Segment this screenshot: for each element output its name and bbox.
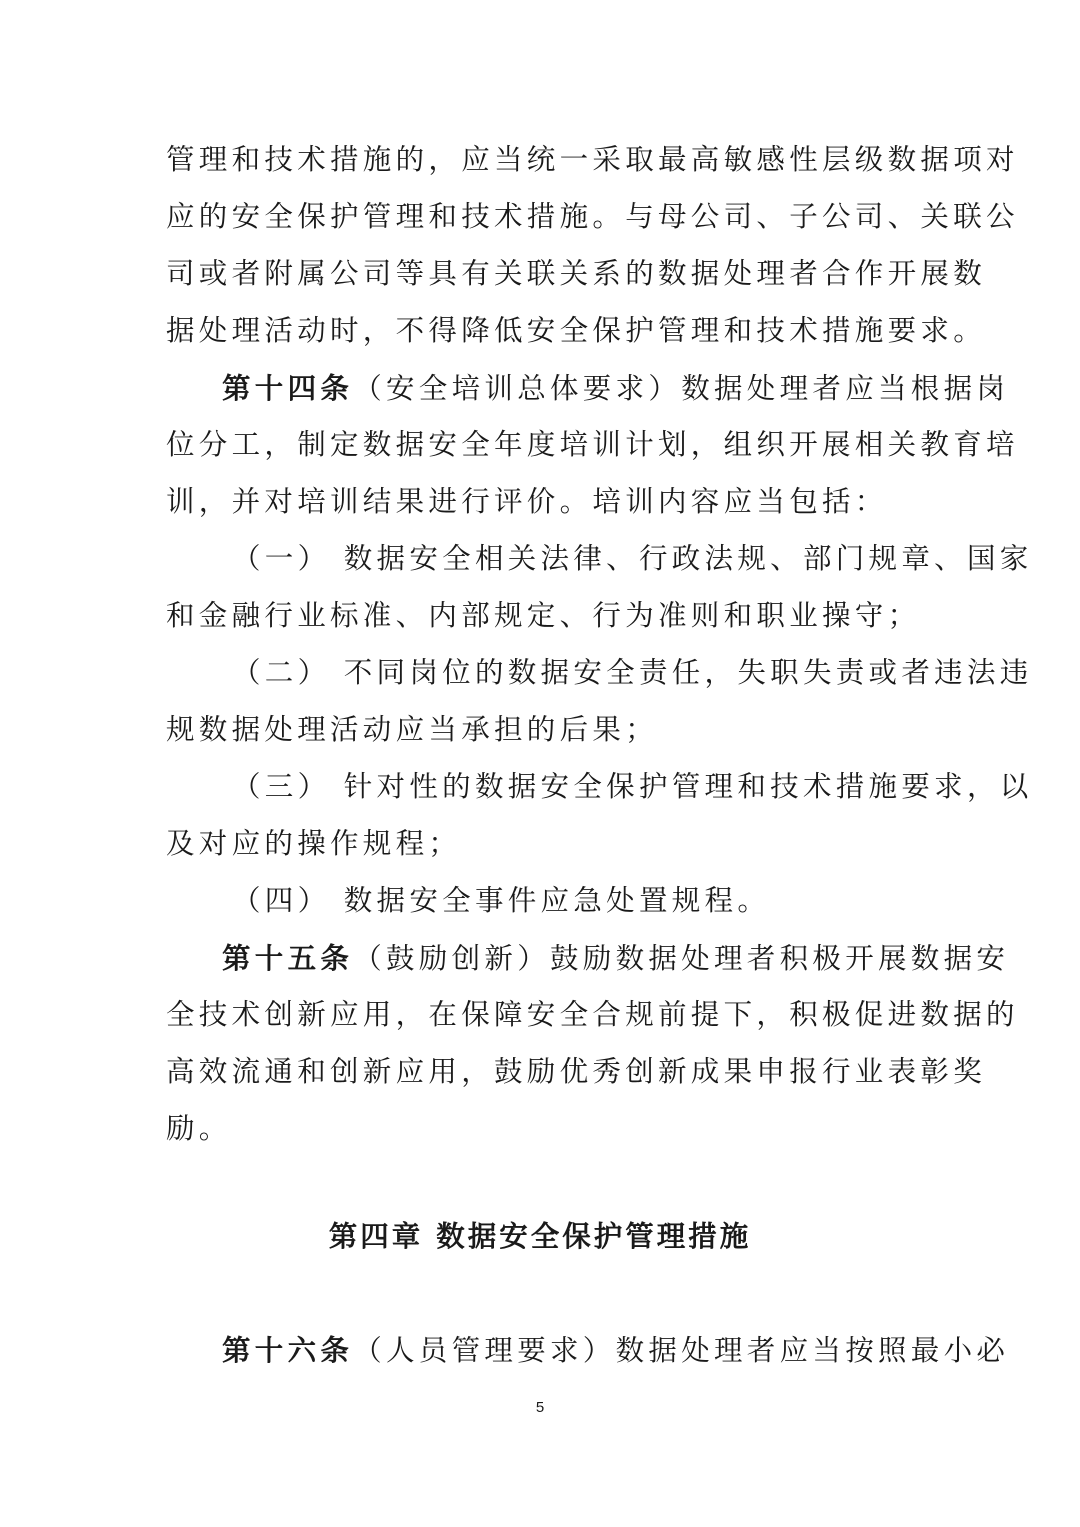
article-15-text: （鼓励创新）鼓励数据处理者积极开展数据安: [353, 942, 1010, 975]
article-14-line: 位分工，制定数据安全年度培训计划，组织开展相关教育培: [166, 428, 1019, 461]
article-15-line: [222, 938, 1010, 978]
list-item-3: （三） 针对性的数据安全保护管理和技术措施要求，以: [232, 770, 1033, 803]
paragraph-line: 管理和技术措施的，应当统一采取最高敏感性层级数据项对: [166, 143, 1019, 176]
article-16-title: 第十六条: [222, 1333, 354, 1367]
article-15-line: 励。: [166, 1112, 232, 1145]
article-15-line: 全技术创新应用，在保障安全合规前提下，积极促进数据的: [166, 998, 1019, 1031]
paragraph-line: 据处理活动时，不得降低安全保护管理和技术措施要求。: [166, 314, 987, 347]
paragraph-line: 司或者附属公司等具有关联关系的数据处理者合作开展数: [166, 257, 987, 290]
list-item-1-cont: 和金融行业标准、内部规定、行为准则和职业操守；: [166, 599, 921, 632]
chapter-heading: 第四章 数据安全保护管理措施: [328, 1219, 752, 1253]
article-14-line: 训，并对培训结果进行评价。培训内容应当包括：: [166, 485, 888, 518]
article-14-line: [222, 368, 1010, 408]
article-14-title: 第十四条: [222, 371, 354, 405]
list-item-2-cont: 规数据处理活动应当承担的后果；: [166, 713, 659, 746]
list-item-3-cont: 及对应的操作规程；: [166, 827, 462, 860]
article-14-text: （安全培训总体要求）数据处理者应当根据岗: [353, 372, 1010, 405]
list-item-2: （二） 不同岗位的数据安全责任，失职失责或者违法违: [232, 656, 1033, 689]
article-16-text: （人员管理要求）数据处理者应当按照最小必: [353, 1334, 1010, 1367]
article-15-line: 高效流通和创新应用，鼓励优秀创新成果申报行业表彰奖: [166, 1055, 987, 1088]
article-15-title: 第十五条: [222, 941, 354, 975]
article-16-line: [222, 1330, 1010, 1370]
list-item-4: （四） 数据安全事件应急处置规程。: [232, 884, 771, 917]
paragraph-line: 应的安全保护管理和技术措施。与母公司、子公司、关联公: [166, 200, 1019, 233]
list-item-1: （一） 数据安全相关法律、行政法规、部门规章、国家: [232, 542, 1033, 575]
page-number: 5: [535, 1399, 545, 1416]
